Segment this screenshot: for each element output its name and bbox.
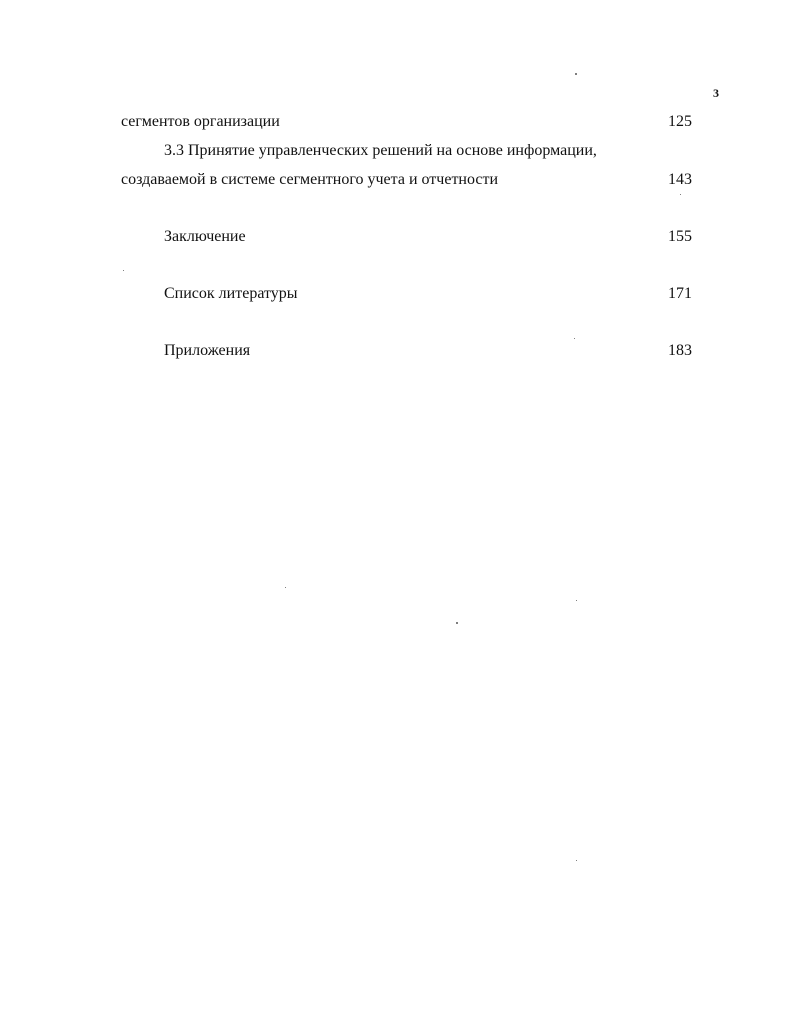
scan-speck (576, 600, 577, 601)
scan-speck (285, 587, 286, 588)
scan-speck (123, 270, 124, 271)
scan-speck (574, 338, 575, 339)
toc-entry-continued-page: 125 (668, 113, 692, 130)
toc-section-3-3-line2: создаваемой в системе сегментного учета и отчетности (121, 171, 499, 188)
scan-speck (576, 860, 577, 861)
scan-speck (456, 622, 458, 624)
toc-conclusion-text: Заключение (164, 228, 246, 245)
scan-speck (680, 194, 681, 195)
page-number: 3 (713, 86, 719, 100)
toc-section-3-3-page: 143 (668, 171, 692, 188)
toc-bibliography-page: 171 (668, 285, 692, 302)
toc-bibliography-text: Список литературы (164, 285, 298, 302)
toc-conclusion-page: 155 (668, 228, 692, 245)
toc-section-3-3-line1: 3.3 Принятие управленческих решений на основе информации, (164, 142, 597, 159)
toc-appendices-text: Приложения (164, 342, 251, 359)
toc-entry-continued-text: сегментов организации (121, 113, 280, 130)
toc-appendices-page: 183 (668, 342, 692, 359)
scan-speck (575, 73, 577, 75)
